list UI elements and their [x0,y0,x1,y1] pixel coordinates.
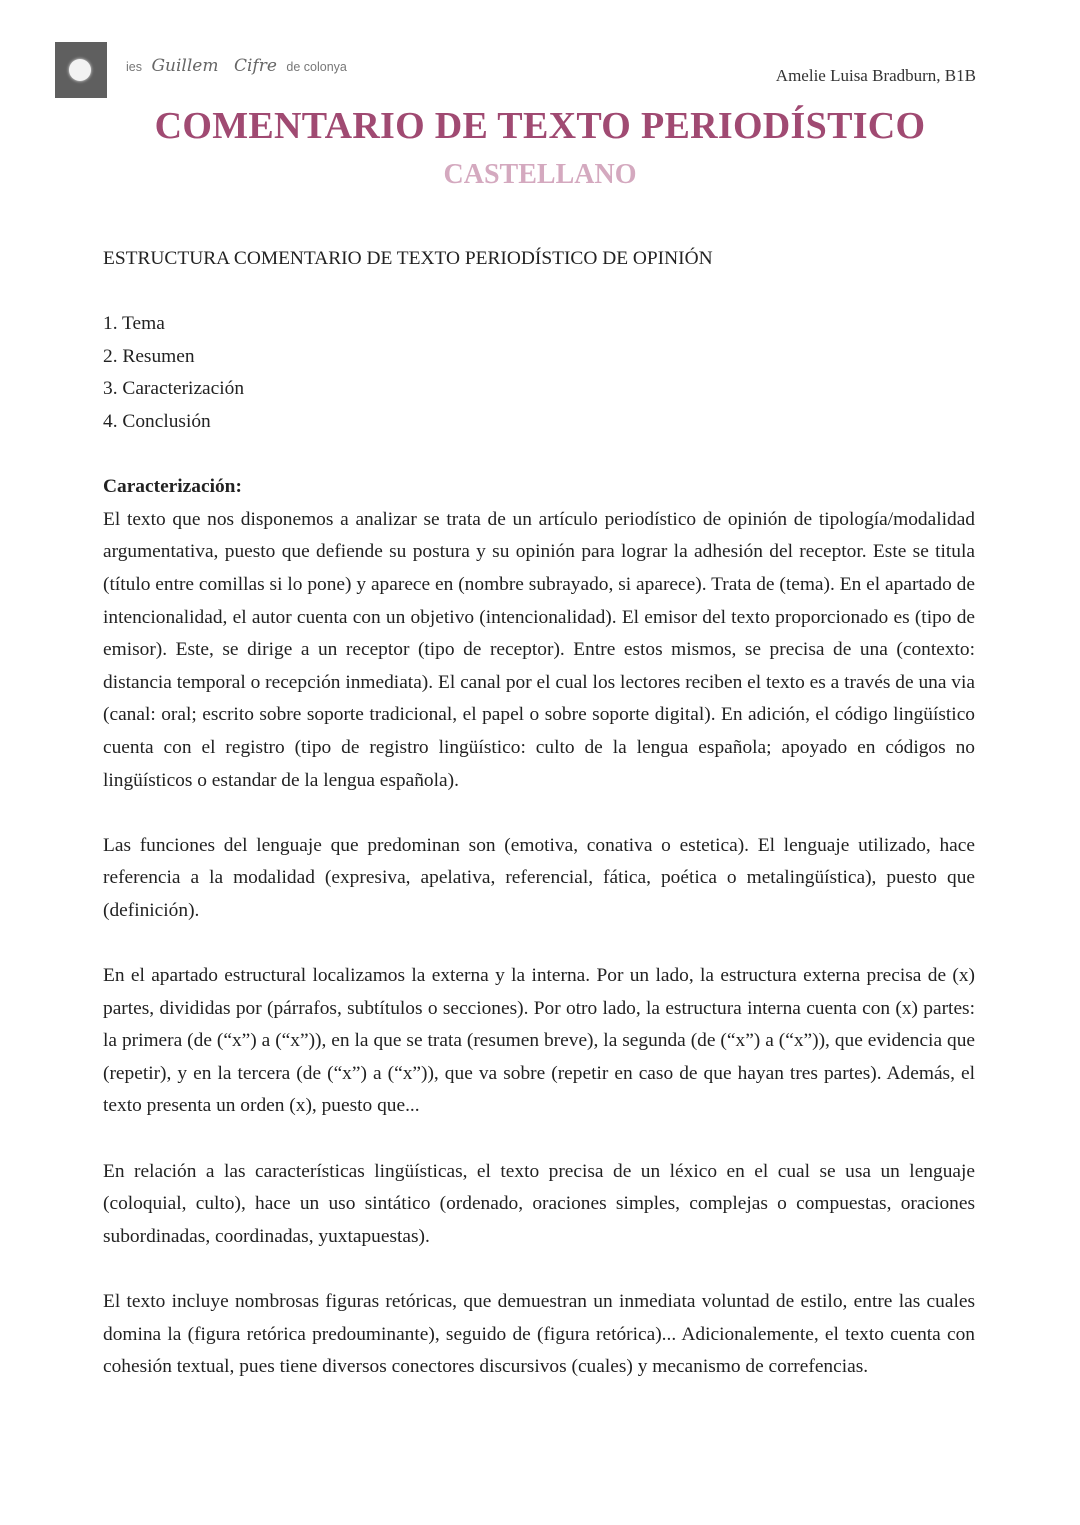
document-title: COMENTARIO DE TEXTO PERIODÍSTICO [154,105,926,147]
list-item: 3. Caracterización [103,378,245,400]
school-name-script-1: Guillem [151,56,219,76]
section-heading: Caracterización: [103,476,242,498]
list-item: 1. Tema [103,313,165,335]
school-prefix: ies [126,60,142,74]
splash-icon [69,59,91,81]
paragraph: El texto incluye nombrosas figuras retóricas, que demuestran un inmediata voluntad de estilo, entre las cuales domina la (figura retórica predouminante), seguido de (figura retórica)... Adicionalemente, el texto cuenta con cohesión textual, pues tiene diversos conectores discursivos (cuales) y mecanismo de correfencias. [103,1291,975,1378]
structure-heading: ESTRUCTURA COMENTARIO DE TEXTO PERIODÍSTICO DE OPINIÓN [103,248,713,269]
school-logo [55,42,107,98]
paragraph: El texto que nos disponemos a analizar se trata de un artículo periodístico de opinión de tipología/modalidad argumentativa, puesto que defiende su postura y su opinión para lograr la adhesión del receptor. Este se titula (título entre comillas si lo pone) y aparece en (nombre subrayado, si aparece). Trata de (tema). En el apartado de intencionalidad, el autor cuenta con un objetivo (intencionalidad). El emisor del texto proporcionado es (tipo de emisor). Este, se dirige a un receptor (tipo de receptor). Entre estos mismos, se precisa de una (contexto: distancia temporal o recepción inmediata). El canal por el cual los lectores reciben el texto es a través de una via (canal: oral; escrito sobre soporte tradicional, el papel o sobre soporte digital). En adición, el código lingüístico cuenta con el registro (tipo de registro lingüístico: culto de la lengua española; apoyado en códigos no lingüísticos o estandar de la lengua española). [103,508,975,791]
paragraph: En el apartado estructural localizamos la externa y la interna. Por un lado, la estructura externa precisa de (x) partes, divididas por (párrafos, subtítulos o secciones). Por otro lado, la estructura interna cuenta con (x) partes: la primera (de (“x”) a (“x”)), en la que se trata (resumen breve), la segunda (de (“x”) a (“x”)), que evidencia que (repetir), y en la tercera (de (“x”) a (“x”)), que va sobre (repetir en caso de que hayan tres partes). Además, el texto presenta un orden (x), puesto que... [103,965,975,1117]
document-subtitle: CASTELLANO [443,159,637,190]
list-item: 4. Conclusión [103,410,211,432]
structure-list [103,308,975,438]
school-suffix: de colonya [286,60,347,74]
list-item: 2. Resumen [103,345,195,367]
paragraph: Las funciones del lenguaje que predominan son (emotiva, conativa o estetica). El lenguaje utilizado, hace referencia a la modalidad (expresiva, apelativa, referencial, fática, poética o metalingüística), puesto que (definición). [103,834,975,921]
school-name [126,56,347,76]
document-body [103,243,975,1416]
author-name: Amelie Luisa Bradburn, B1B [775,66,976,85]
paragraph: En relación a las características lingüísticas, el texto precisa de un léxico en el cual se usa un lenguaje (coloquial, culto), hace un uso sintático (ordenado, oraciones simples, complejas o compuestas, oraciones subordinadas, coordinadas, yuxtapuestas). [103,1160,975,1247]
school-name-script-2: Cifre [233,56,277,76]
